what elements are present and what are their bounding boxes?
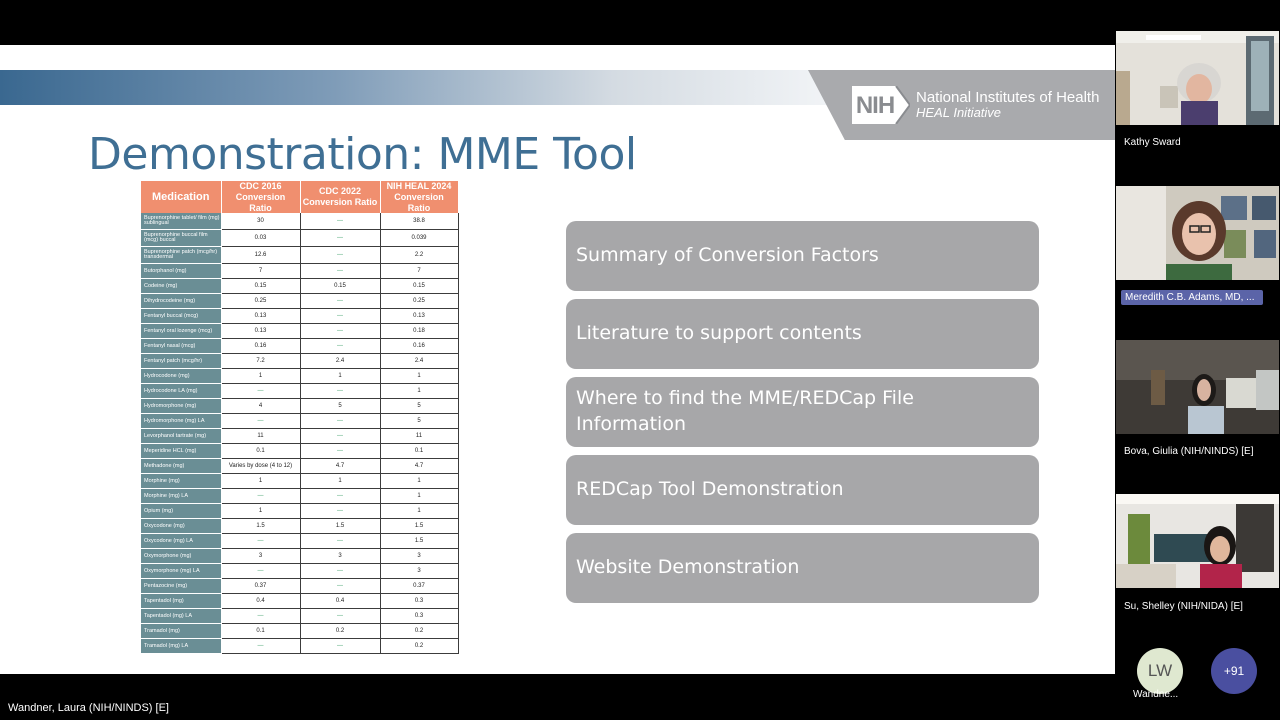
- table-row: [141, 519, 458, 534]
- participant-name: Meredith C.B. Adams, MD, ...: [1121, 290, 1263, 305]
- table-row: [141, 354, 458, 369]
- medication-cell: Morphine (mg) LA: [141, 489, 221, 504]
- ratio-cell: 0.4: [221, 594, 300, 609]
- ratio-cell: 7.2: [221, 354, 300, 369]
- ratio-cell: —: [300, 339, 380, 354]
- ratio-cell: —: [300, 534, 380, 549]
- participant-video-feed: [1116, 31, 1279, 125]
- ratio-cell: 2.4: [380, 354, 458, 369]
- medication-cell: Hydromorphone (mg) LA: [141, 414, 221, 429]
- ratio-cell: —: [300, 609, 380, 624]
- medication-cell: Tramadol (mg): [141, 624, 221, 639]
- ratio-cell: 0.16: [221, 339, 300, 354]
- table-row: [141, 444, 458, 459]
- nih-badge: [852, 86, 910, 124]
- table-header-cell: Medication: [141, 181, 221, 213]
- medication-cell: Meperidine HCL (mg): [141, 444, 221, 459]
- table-row: [141, 384, 458, 399]
- medication-cell: Opium (mg): [141, 504, 221, 519]
- ratio-cell: 1: [300, 474, 380, 489]
- ratio-cell: 1: [380, 384, 458, 399]
- ratio-cell: 11: [380, 429, 458, 444]
- ratio-cell: 7: [221, 264, 300, 279]
- table-row: [141, 294, 458, 309]
- table-row: [141, 579, 458, 594]
- agenda-item-literature: Literature to support contents: [566, 299, 1039, 369]
- ratio-cell: 0.2: [380, 624, 458, 639]
- ratio-cell: —: [300, 324, 380, 339]
- ratio-cell: 3: [300, 549, 380, 564]
- ratio-cell: 4: [221, 399, 300, 414]
- participant-video-feed: [1116, 186, 1279, 280]
- ratio-cell: 0.2: [380, 639, 458, 654]
- ratio-cell: 4.7: [300, 459, 380, 474]
- agenda-item-website-demo: Website Demonstration: [566, 533, 1039, 603]
- medication-cell: Fentanyl nasal (mcg): [141, 339, 221, 354]
- ratio-cell: 11: [221, 429, 300, 444]
- ratio-cell: 2.4: [300, 354, 380, 369]
- agenda-item-redcap-demo: REDCap Tool Demonstration: [566, 455, 1039, 525]
- ratio-cell: 3: [221, 549, 300, 564]
- ratio-cell: 1.5: [380, 534, 458, 549]
- ratio-cell: 1: [380, 369, 458, 384]
- medication-cell: Oxycodone (mg) LA: [141, 534, 221, 549]
- table-row: [141, 247, 458, 264]
- ratio-cell: 0.15: [300, 279, 380, 294]
- participant-avatar[interactable]: LW: [1137, 648, 1183, 694]
- ratio-cell: —: [300, 264, 380, 279]
- table-row: [141, 230, 458, 247]
- agenda-item-summary: Summary of Conversion Factors: [566, 221, 1039, 291]
- ratio-cell: —: [300, 414, 380, 429]
- medication-cell: Hydromorphone (mg): [141, 399, 221, 414]
- medication-cell: Morphine (mg): [141, 474, 221, 489]
- participant-video-tile[interactable]: [1116, 31, 1279, 125]
- medication-cell: Hydrocodone (mg): [141, 369, 221, 384]
- ratio-cell: 5: [380, 414, 458, 429]
- ratio-cell: 0.039: [380, 230, 458, 247]
- ratio-cell: —: [221, 489, 300, 504]
- table-row: [141, 504, 458, 519]
- ratio-cell: 1: [380, 504, 458, 519]
- shared-slide: [0, 45, 1115, 674]
- ratio-cell: 0.25: [221, 294, 300, 309]
- table-row: [141, 594, 458, 609]
- ratio-cell: 0.3: [380, 609, 458, 624]
- ratio-cell: 0.4: [300, 594, 380, 609]
- table-row: [141, 339, 458, 354]
- ratio-cell: —: [300, 579, 380, 594]
- medication-cell: Oxycodone (mg): [141, 519, 221, 534]
- medication-cell: Tramadol (mg) LA: [141, 639, 221, 654]
- ratio-cell: 0.03: [221, 230, 300, 247]
- ratio-cell: —: [300, 444, 380, 459]
- ratio-cell: —: [300, 247, 380, 264]
- ratio-cell: —: [300, 504, 380, 519]
- ratio-cell: 2.2: [380, 247, 458, 264]
- ratio-cell: —: [300, 230, 380, 247]
- table-row: [141, 564, 458, 579]
- medication-cell: Pentazocine (mg): [141, 579, 221, 594]
- ratio-cell: 1: [221, 369, 300, 384]
- ratio-cell: —: [300, 489, 380, 504]
- slide-title: Demonstration: MME Tool: [88, 129, 637, 180]
- participant-video-tile[interactable]: [1116, 494, 1279, 588]
- table-row: [141, 213, 458, 230]
- participant-video-feed: [1116, 494, 1279, 588]
- ratio-cell: —: [300, 564, 380, 579]
- ratio-cell: 0.15: [380, 279, 458, 294]
- more-participants-button[interactable]: +91: [1211, 648, 1257, 694]
- table-row: [141, 489, 458, 504]
- table-header-cell: CDC 2016 Conversion Ratio: [221, 181, 300, 213]
- ratio-cell: —: [221, 609, 300, 624]
- ratio-cell: 1: [221, 474, 300, 489]
- ratio-cell: 1.5: [221, 519, 300, 534]
- medication-cell: Fentanyl oral lozenge (mcg): [141, 324, 221, 339]
- ratio-cell: —: [300, 294, 380, 309]
- medication-cell: Buprenorphine buccal film (mcg) buccal: [141, 230, 221, 247]
- participant-name: Bova, Giulia (NIH/NINDS) [E]: [1124, 446, 1254, 457]
- participant-video-tile[interactable]: [1116, 340, 1279, 434]
- ratio-cell: 0.2: [300, 624, 380, 639]
- ratio-cell: —: [300, 384, 380, 399]
- ratio-cell: 0.15: [221, 279, 300, 294]
- table-row: [141, 624, 458, 639]
- table-row: [141, 474, 458, 489]
- ratio-cell: 0.37: [380, 579, 458, 594]
- ratio-cell: 0.16: [380, 339, 458, 354]
- nih-logo: [852, 85, 1099, 125]
- participant-video-tile[interactable]: [1116, 186, 1279, 280]
- medication-cell: Tapentadol (mg) LA: [141, 609, 221, 624]
- mme-conversion-table: [141, 181, 459, 654]
- ratio-cell: 0.1: [380, 444, 458, 459]
- medication-cell: Tapentadol (mg): [141, 594, 221, 609]
- participant-name: Su, Shelley (NIH/NIDA) [E]: [1124, 601, 1243, 612]
- ratio-cell: 1: [380, 489, 458, 504]
- ratio-cell: —: [221, 414, 300, 429]
- ratio-cell: 0.18: [380, 324, 458, 339]
- org-name: National Institutes of Health: [916, 89, 1100, 107]
- medication-cell: Fentanyl buccal (mcg): [141, 309, 221, 324]
- org-initiative: HEAL Initiative: [916, 105, 1002, 121]
- table-row: [141, 264, 458, 279]
- nih-badge-text: NIH: [855, 92, 895, 119]
- ratio-cell: 1: [300, 369, 380, 384]
- ratio-cell: 0.13: [221, 324, 300, 339]
- table-row: [141, 429, 458, 444]
- ratio-cell: 3: [380, 564, 458, 579]
- table-row: [141, 369, 458, 384]
- presenter-name-label: Wandner, Laura (NIH/NINDS) [E]: [8, 702, 169, 714]
- medication-cell: Butorphanol (mg): [141, 264, 221, 279]
- demo-agenda-list: [566, 221, 1039, 611]
- ratio-cell: 0.37: [221, 579, 300, 594]
- avatar-name: Wandne...: [1133, 689, 1179, 700]
- medication-cell: Levorphanol tartrate (mg): [141, 429, 221, 444]
- ratio-cell: 30: [221, 213, 300, 230]
- ratio-cell: 0.3: [380, 594, 458, 609]
- medication-cell: Buprenorphine tablet/ film (mg) sublingual: [141, 213, 221, 230]
- ratio-cell: —: [221, 534, 300, 549]
- medication-cell: Oxymorphone (mg): [141, 549, 221, 564]
- ratio-cell: 1.5: [380, 519, 458, 534]
- table-header-cell: NIH HEAL 2024 Conversion Ratio: [380, 181, 458, 213]
- ratio-cell: 7: [380, 264, 458, 279]
- medication-cell: Codeine (mg): [141, 279, 221, 294]
- ratio-cell: —: [300, 309, 380, 324]
- nih-org-text: [916, 90, 1099, 119]
- ratio-cell: —: [300, 639, 380, 654]
- medication-cell: Dihydrocodeine (mg): [141, 294, 221, 309]
- participant-video-feed: [1116, 340, 1279, 434]
- ratio-cell: 5: [380, 399, 458, 414]
- participant-name: Kathy Sward: [1124, 137, 1181, 148]
- ratio-cell: 12.6: [221, 247, 300, 264]
- table-row: [141, 459, 458, 474]
- ratio-cell: 3: [380, 549, 458, 564]
- ratio-cell: —: [300, 429, 380, 444]
- table-row: [141, 609, 458, 624]
- agenda-item-file-info: Where to find the MME/REDCap File Information: [566, 377, 1039, 447]
- ratio-cell: 0.13: [221, 309, 300, 324]
- medication-cell: Hydrocodone LA (mg): [141, 384, 221, 399]
- ratio-cell: —: [221, 384, 300, 399]
- ratio-cell: 0.13: [380, 309, 458, 324]
- ratio-cell: 1: [221, 504, 300, 519]
- table-body: [141, 213, 458, 654]
- table-row: [141, 549, 458, 564]
- ratio-cell: 4.7: [380, 459, 458, 474]
- ratio-cell: 38.8: [380, 213, 458, 230]
- ratio-cell: Varies by dose (4 to 12): [221, 459, 300, 474]
- ratio-cell: 0.25: [380, 294, 458, 309]
- ratio-cell: 1.5: [300, 519, 380, 534]
- medication-cell: Buprenorphine patch (mcg/hr) transdermal: [141, 247, 221, 264]
- table-row: [141, 399, 458, 414]
- medication-cell: Fentanyl patch (mcg/hr): [141, 354, 221, 369]
- table-header-cell: CDC 2022 Conversion Ratio: [300, 181, 380, 213]
- ratio-cell: 0.1: [221, 444, 300, 459]
- table-row: [141, 324, 458, 339]
- table-header-row: [141, 181, 458, 213]
- ratio-cell: —: [221, 564, 300, 579]
- medication-cell: Methadone (mg): [141, 459, 221, 474]
- medication-cell: Oxymorphone (mg) LA: [141, 564, 221, 579]
- ratio-cell: —: [300, 213, 380, 230]
- table-row: [141, 639, 458, 654]
- table-row: [141, 414, 458, 429]
- table-row: [141, 309, 458, 324]
- ratio-cell: 1: [380, 474, 458, 489]
- table-row: [141, 534, 458, 549]
- ratio-cell: —: [221, 639, 300, 654]
- ratio-cell: 0.1: [221, 624, 300, 639]
- table-row: [141, 279, 458, 294]
- ratio-cell: 5: [300, 399, 380, 414]
